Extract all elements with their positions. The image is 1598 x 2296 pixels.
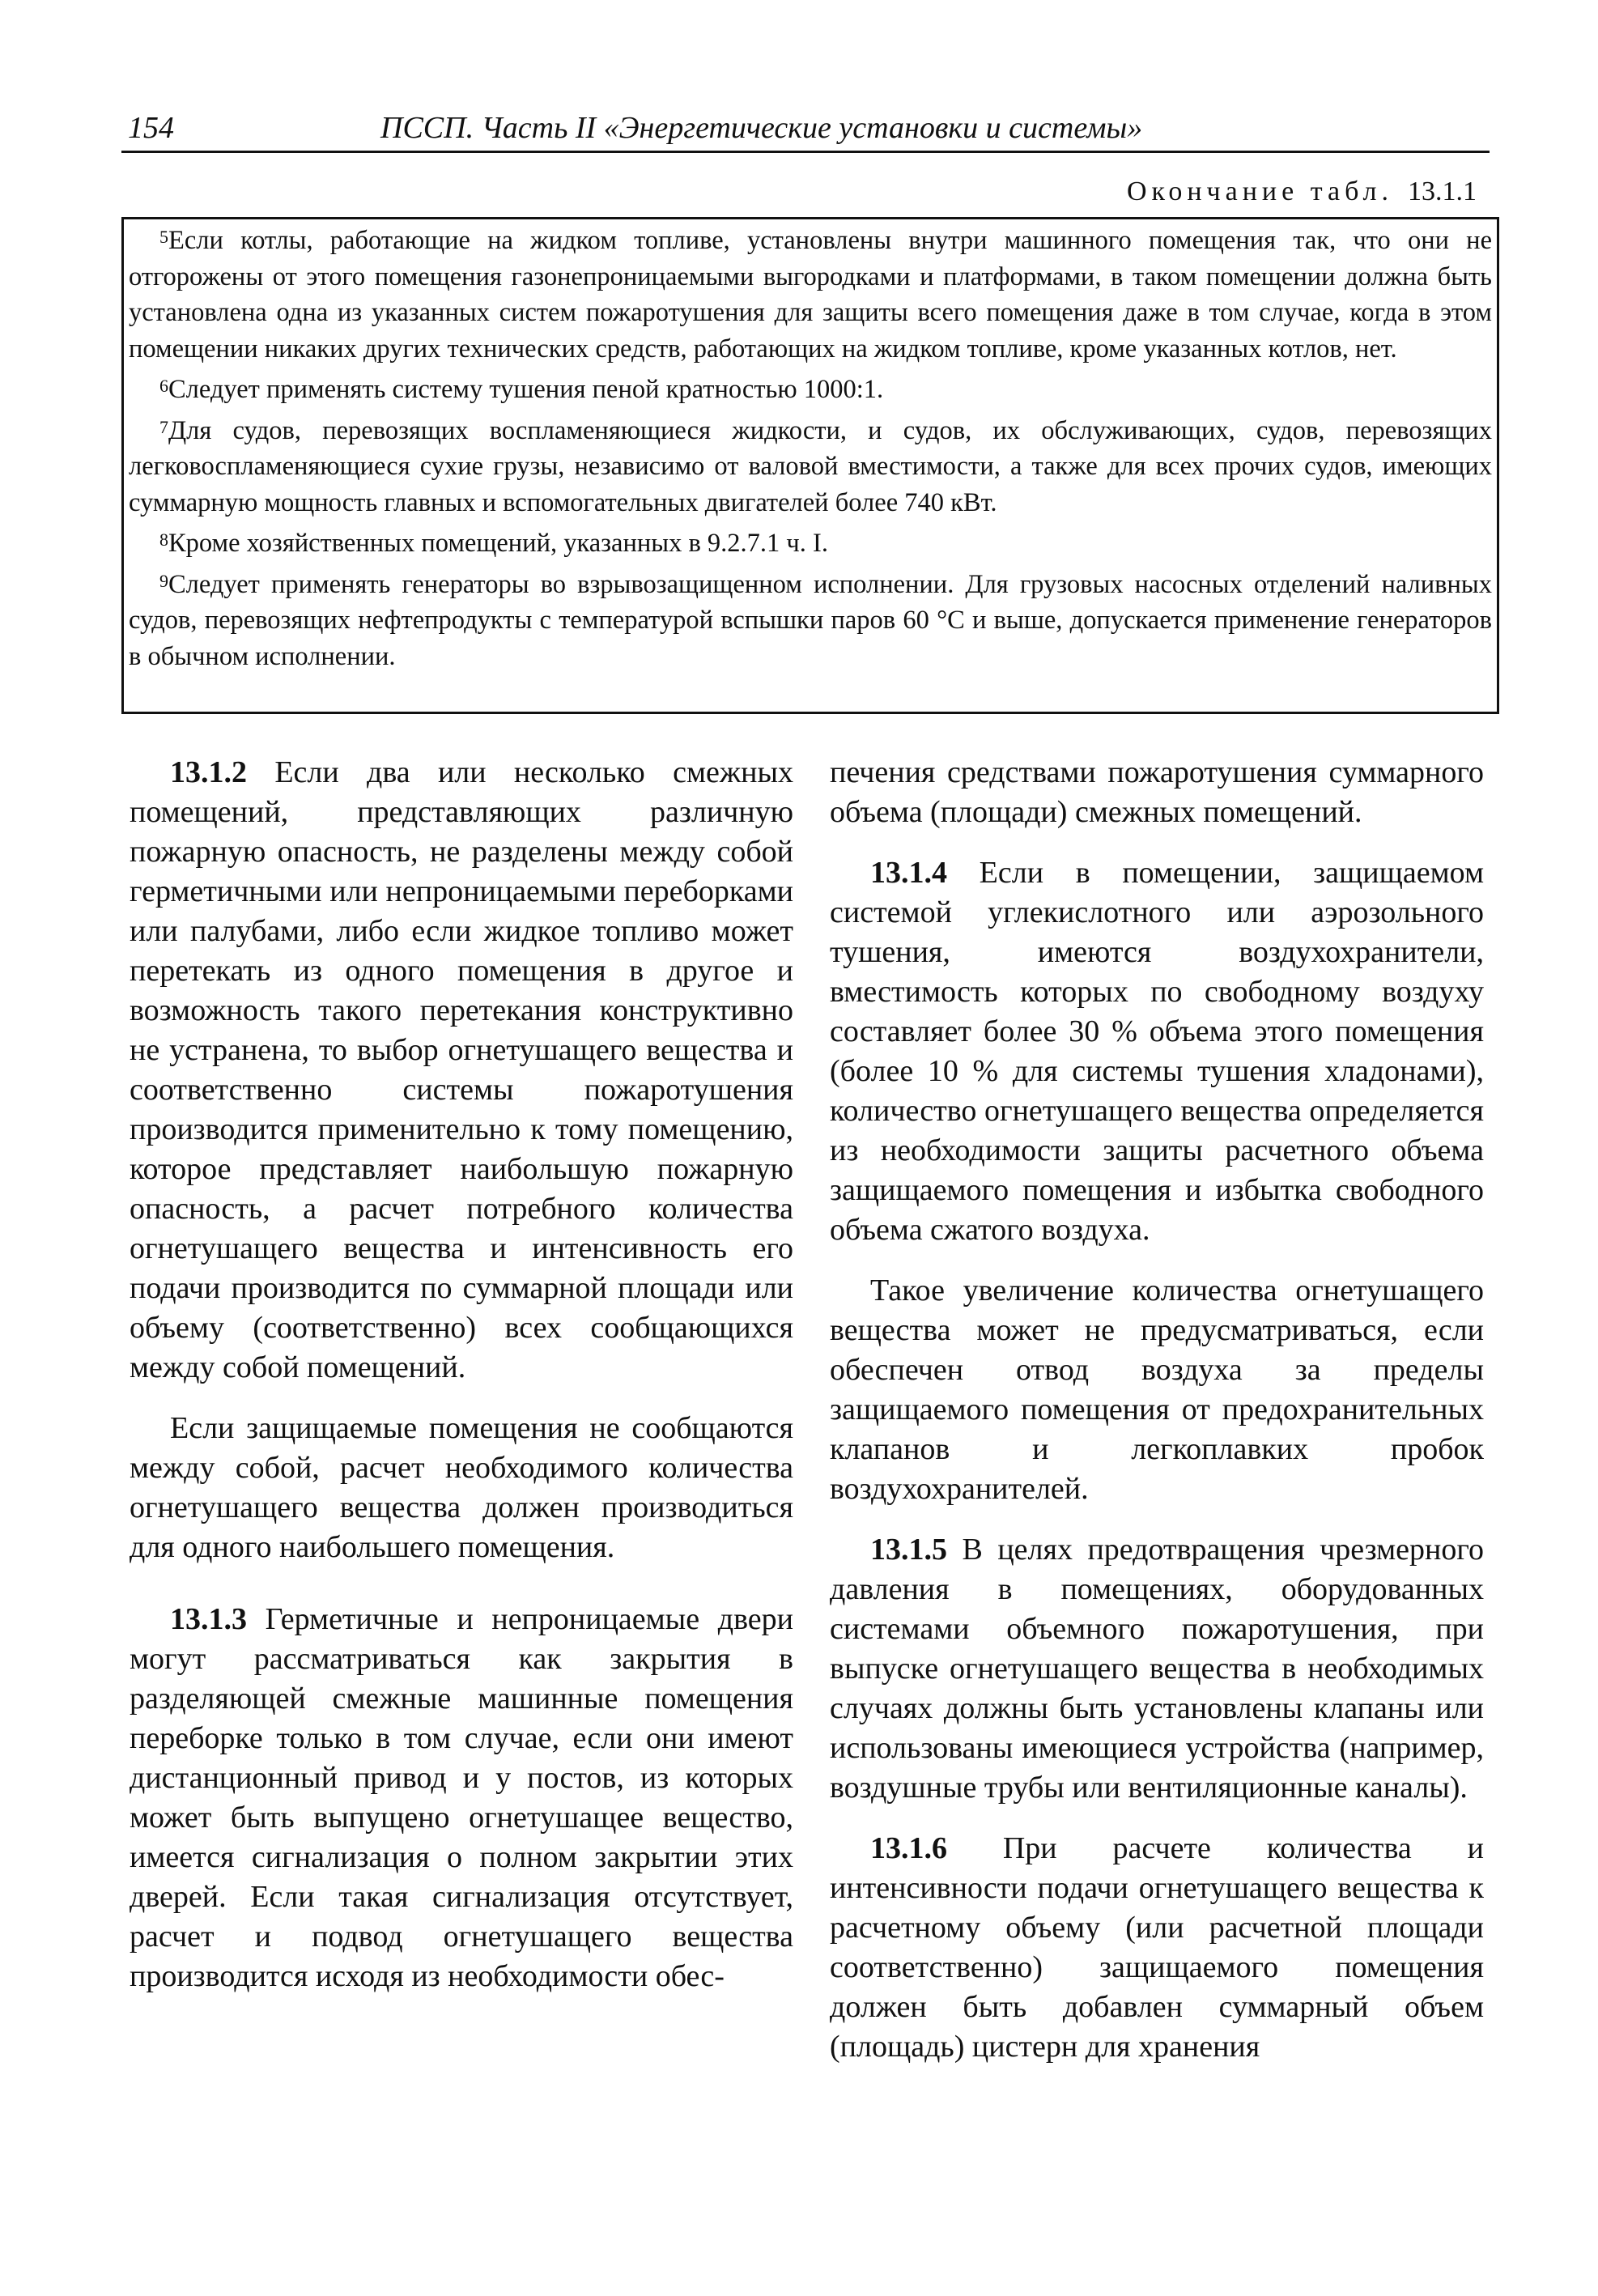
paragraph-13-1-3-cont: печения средствами пожаротушения суммарного объема (площади) смежных помещений. — [830, 755, 1484, 829]
table-reference: 13.1.1 — [1408, 176, 1477, 206]
right-column — [830, 753, 1484, 2088]
footnote-9 — [129, 567, 1492, 675]
footnote-marker: 7 — [159, 416, 168, 437]
clause-text: При расчете количества и интенсивности подачи огнетушащего вещества к расчетному объему (или расчетной площади соответственно) защищаемого помещения должен быть добавлен суммарный объем (площадь) цистерн для хранения — [830, 1831, 1484, 2064]
footnote-8 — [129, 525, 1492, 562]
page-number: 154 — [128, 111, 174, 145]
clause-text: Герметичные и непроницаемые двери могут рассматриваться как закрытия в разделяющей смежные машинные помещения переборке только в том случае, если они имеют дистанционный привод и у постов, из которых может быть выпущено огнетушащее вещество, имеется сигнализация о полном закрытии этих дверей. Если такая сигнализация отсутствует, расчет и подвод огнетушащего вещества производится исходя из необходимости обес- — [130, 1602, 793, 1993]
footnote-marker: 8 — [159, 529, 168, 550]
paragraph-13-1-4 — [830, 853, 1484, 1250]
paragraph-13-1-2-cont: Если защищаемые помещения не сообщаются между собой, расчет необходимого количества огнетушащего вещества должен производиться для одного наибольшего помещения. — [130, 1411, 793, 1564]
running-header — [121, 104, 1490, 153]
footnote-text: Следует применять генераторы во взрывозащищенном исполнении. Для грузовых насосных отделений наливных судов, перевозящих нефтепродукты с температурой вспышки паров 60 °С и выше, допускается применение генераторов в обычном исполнении. — [129, 569, 1492, 671]
paragraph-13-1-6 — [830, 1829, 1484, 2067]
left-column — [130, 753, 793, 2018]
footnote-marker: 9 — [159, 570, 168, 591]
footnote-6 — [129, 372, 1492, 408]
paragraph-13-1-4-cont: Такое увеличение количества огнетушащего вещества может не предусматриваться, если обеспечен отвод воздуха за пределы защищаемого помещения от предохранительных клапанов и легкоплавких пробок воздухохранителей. — [830, 1273, 1484, 1506]
footnote-5 — [129, 223, 1492, 367]
footnote-7 — [129, 413, 1492, 521]
paragraph-13-1-3 — [130, 1600, 793, 1996]
table-continuation-label — [1127, 176, 1477, 207]
clause-number: 13.1.4 — [870, 856, 947, 890]
footnote-marker: 6 — [159, 376, 168, 396]
paragraph-13-1-5 — [830, 1530, 1484, 1808]
clause-text: Если в помещении, защищаемом системой углекислотного или аэрозольного тушения, имеются воздухохранители, вместимость которых по свободному воздуху составляет более 30 % объема этого помещения (более 10 % для системы тушения хладонами), количество огнетушащего вещества определяется из необходимости защиты расчетного объема защищаемого помещения и избытка свободного объема сжатого воздуха. — [830, 856, 1484, 1247]
footnote-marker: 5 — [159, 227, 168, 247]
continuation-text: Окончание табл. — [1127, 176, 1393, 206]
footnote-text: Кроме хозяйственных помещений, указанных в 9.2.7.1 ч. I. — [168, 529, 828, 558]
running-title: ПССП. Часть II «Энергетические установки и системы» — [380, 111, 1143, 145]
table-footnotes-box — [121, 217, 1499, 714]
clause-text: В целях предотвращения чрезмерного давления в помещениях, оборудованных системами объемного пожаротушения, при выпуске огнетушащего вещества в необходимых случаях должны быть установлены клапаны или использованы имеющиеся устройства (например, воздушные трубы или вентиляционные каналы). — [830, 1533, 1484, 1805]
clause-number: 13.1.5 — [870, 1533, 947, 1567]
clause-number: 13.1.2 — [170, 755, 247, 789]
clause-number: 13.1.6 — [870, 1831, 947, 1865]
clause-text: Если два или несколько смежных помещений, представляющих различную пожарную опасность, не разделены между собой герметичными или непроницаемыми переборками или палубами, либо если жидкое топливо может перетекать из одного помещения в другое и возможность такого перетекания конструктивно не устранена, то выбор огнетушащего вещества и соответственно системы пожаротушения производится применительно к тому помещению, которое представляет наибольшую пожарную опасность, а расчет потребного количества огнетушащего вещества и интенсивность его подачи производится по суммарной площади или объему (соответственно) всех сообщающихся между собой помещений. — [130, 755, 793, 1384]
footnote-text: Следует применять систему тушения пеной кратностью 1000:1. — [168, 375, 884, 404]
footnote-text: Для судов, перевозящих воспламеняющиеся жидкости, и судов, их обслуживающих, судов, перевозящих легковоспламеняющиеся сухие грузы, независимо от валовой вместимости, а также для всех прочих судов, имеющих суммарную мощность главных и вспомогательных двигателей более 740 кВт. — [129, 415, 1492, 517]
paragraph-13-1-2 — [130, 753, 793, 1388]
footnote-text: Если котлы, работающие на жидком топливе, установлены внутри машинного помещения так, что они не отгорожены от этого помещения газонепроницаемыми выгородками и платформами, в таком помещении должна быть установлена одна из указанных систем пожаротушения для защиты всего помещения даже в том случае, когда в этом помещении никаких других технических средств, работающих на жидком топливе, кроме указанных котлов, нет. — [129, 226, 1492, 364]
clause-number: 13.1.3 — [170, 1602, 247, 1636]
